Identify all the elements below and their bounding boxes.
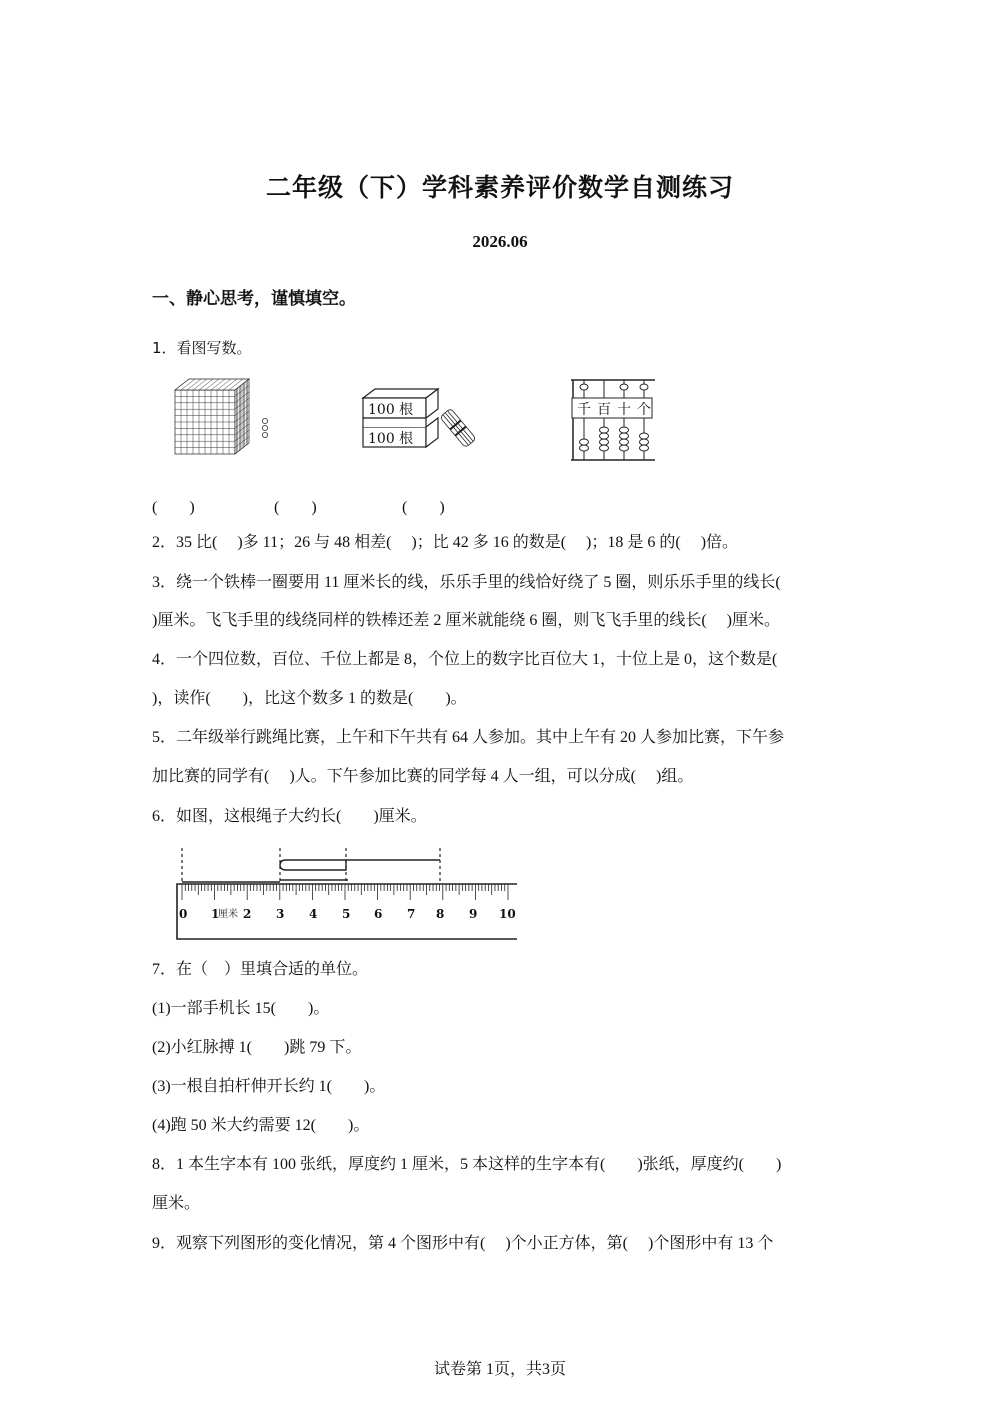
question-5-line-1: 5．二年级举行跳绳比赛，上午和下午共有 64 人参加。其中上午有 20 人参加比赛，下午参 <box>152 729 785 746</box>
ruler-number-8: 8 <box>436 907 445 921</box>
question-8-line-1: 8．1 本生字本有 100 张纸，厚度约 1 厘米，5 本这样的生字本有( )张纸，厚度约( ) <box>152 1156 782 1173</box>
ruler-number-4: 4 <box>309 907 318 921</box>
ruler-number-7: 7 <box>407 907 416 921</box>
thousand-cube-figure <box>170 376 280 458</box>
question-5-line-2: 加比赛的同学有( )人。下午参加比赛的同学每 4 人一组，可以分成( )组。 <box>152 768 694 785</box>
question-1-answers <box>0 494 1000 516</box>
abacus-label-thousands: 千 <box>577 402 591 418</box>
answer-blank[interactable]: ( ) <box>402 499 445 516</box>
answer-blank[interactable]: ( ) <box>152 499 195 516</box>
question-7-item-4: (4)跑 50 米大约需要 12( )。 <box>152 1117 370 1134</box>
question-7-text: 7．在（ ）里填合适的单位。 <box>152 961 369 978</box>
page-footer: 试卷第 1页，共3页 <box>433 1361 566 1378</box>
question-6-text: 6．如图，这根绳子大约长( )厘米。 <box>152 808 427 825</box>
question-8-line-2: 厘米。 <box>152 1195 201 1212</box>
ruler-number-6: 6 <box>374 907 383 921</box>
question-7-item-1: (1)一部手机长 15( )。 <box>152 1000 330 1017</box>
stick-bundles-figure <box>358 386 483 456</box>
ruler-rope-figure <box>172 844 522 944</box>
question-9-line-1: 9．观察下列图形的变化情况，第 4 个图形中有( )个小正方体，第( )个图形中有 13 个 <box>152 1235 774 1252</box>
question-2-text: 2．35 比( )多 11；26 与 48 相差( )；比 42 多 16 的数是( )；18 是 6 的( )倍。 <box>152 534 739 551</box>
ruler-number-10: 10 <box>499 907 516 921</box>
question-1-text: 1．看图写数。 <box>152 339 252 357</box>
ruler-number-5: 5 <box>342 907 351 921</box>
abacus-label-tens: 十 <box>617 402 631 418</box>
ruler-number-3: 3 <box>276 907 285 921</box>
ruler-number-1: 1 <box>211 907 220 921</box>
ruler-unit: 厘米 <box>218 909 238 920</box>
question-4-line-2: )，读作( )，比这个数多 1 的数是( )。 <box>152 690 467 707</box>
question-3-line-1: 3．绕一个铁棒一圈要用 11 厘米长的线，乐乐手里的线恰好绕了 5 圈，则乐乐手里的线长( <box>152 574 781 591</box>
abacus-label-hundreds: 百 <box>597 402 611 418</box>
exam-date: 2026.06 <box>472 232 528 251</box>
section-heading: 一、静心思考，谨慎填空。 <box>152 289 356 309</box>
bundle-label-bottom: 100 根 <box>368 431 414 447</box>
question-4-line-1: 4．一个四位数，百位、千位上都是 8，个位上的数字比百位大 1，十位上是 0，这个数是( <box>152 651 778 668</box>
abacus-figure <box>568 376 658 464</box>
question-7-item-3: (3)一根自拍杆伸开长约 1( )。 <box>152 1078 386 1095</box>
page-title: 二年级（下）学科素养评价数学自测练习 <box>265 173 734 202</box>
answer-blank[interactable]: ( ) <box>274 499 317 516</box>
question-7-item-2: (2)小红脉搏 1( )跳 79 下。 <box>152 1039 362 1056</box>
ruler-number-2: 2 <box>243 907 252 921</box>
ruler-number-0: 0 <box>179 907 188 921</box>
question-3-line-2: )厘米。飞飞手里的线绕同样的铁棒还差 2 厘米就能绕 6 圈，则飞飞手里的线长( )厘米。 <box>152 612 780 629</box>
bundle-label-top: 100 根 <box>368 402 414 418</box>
ruler-number-9: 9 <box>469 907 478 921</box>
abacus-label-ones: 个 <box>637 402 651 418</box>
